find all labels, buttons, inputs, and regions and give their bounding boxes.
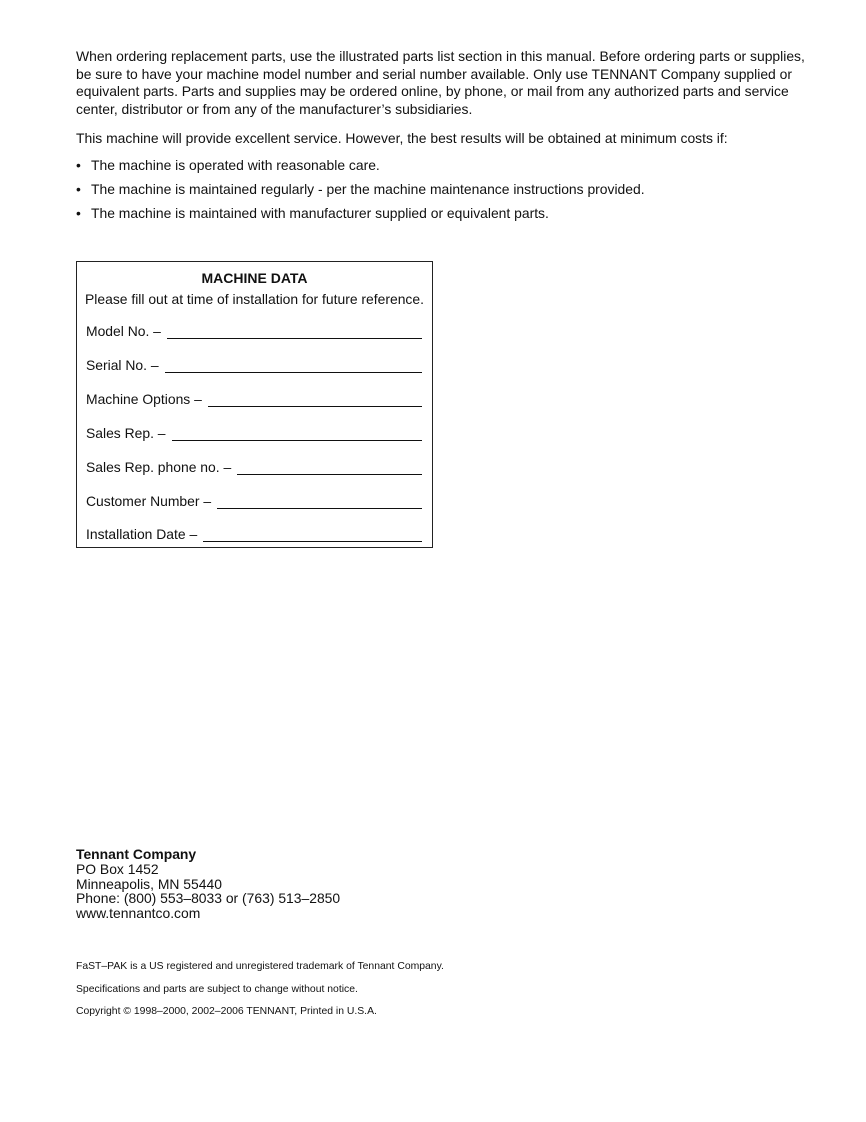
sales-rep-field[interactable]	[86, 423, 422, 441]
bullet-icon: •	[76, 181, 81, 197]
model-number-line[interactable]	[167, 338, 422, 339]
list-item	[76, 181, 821, 199]
sales-rep-phone-line[interactable]	[237, 474, 422, 475]
list-item	[76, 157, 821, 175]
specifications-note: Specifications and parts are subject to change without notice.	[76, 984, 358, 995]
machine-options-field[interactable]	[86, 389, 422, 407]
intro-paragraph: When ordering replacement parts, use the illustrated parts list section in this manual. Before ordering parts or supplies, be sure to have your machine model number and serial number available. Only use TENNANT Company supplied or equivalent parts. Parts and supplies may be ordered online, by phone, or mail from any authorized parts and service center, distributor or from any of the manufacturer’s subsidiaries.	[76, 48, 805, 117]
installation-date-line[interactable]	[203, 541, 422, 542]
company-website: www.tennantco.com	[76, 905, 201, 922]
company-address	[76, 847, 340, 921]
installation-date-field[interactable]	[86, 524, 422, 542]
company-city: Minneapolis, MN 55440	[76, 875, 222, 892]
list-item-text: The machine is maintained with manufacturer supplied or equivalent parts.	[91, 205, 549, 221]
customer-number-line[interactable]	[217, 508, 422, 509]
best-results-list	[76, 157, 821, 229]
model-number-field[interactable]	[86, 321, 422, 339]
company-name: Tennant Company	[76, 846, 197, 862]
customer-number-label: Customer Number –	[86, 493, 212, 509]
serial-number-label: Serial No. –	[86, 357, 159, 373]
model-number-label: Model No. –	[86, 323, 161, 339]
bullet-icon: •	[76, 205, 81, 221]
sales-rep-phone-label: Sales Rep. phone no. –	[86, 459, 232, 475]
sales-rep-label: Sales Rep. –	[86, 425, 166, 441]
customer-number-field[interactable]	[86, 491, 422, 509]
machine-data-title: MACHINE DATA	[201, 270, 308, 286]
copyright-note: Copyright © 1998–2000, 2002–2006 TENNANT, Printed in U.S.A.	[76, 1006, 377, 1017]
machine-data-form	[76, 261, 433, 548]
company-po-box: PO Box 1452	[76, 860, 159, 877]
installation-date-label: Installation Date –	[86, 526, 198, 542]
serial-number-field[interactable]	[86, 355, 422, 373]
sales-rep-line[interactable]	[172, 440, 422, 441]
machine-options-label: Machine Options –	[86, 391, 202, 407]
machine-data-instructions: Please fill out at time of installation for future reference.	[85, 291, 424, 307]
company-phone: Phone: (800) 553–8033 or (763) 513–2850	[76, 890, 341, 907]
machine-options-line[interactable]	[208, 406, 422, 407]
list-item	[76, 205, 821, 223]
serial-number-line[interactable]	[165, 372, 422, 373]
trademark-note: FaST–PAK is a US registered and unregistered trademark of Tennant Company.	[76, 961, 444, 972]
list-item-text: The machine is operated with reasonable care.	[91, 157, 380, 173]
bullet-icon: •	[76, 157, 81, 173]
list-item-text: The machine is maintained regularly - per the machine maintenance instructions provided.	[91, 181, 645, 197]
lead-sentence: This machine will provide excellent service. However, the best results will be obtained at minimum costs if:	[76, 130, 728, 146]
sales-rep-phone-field[interactable]	[86, 457, 422, 475]
